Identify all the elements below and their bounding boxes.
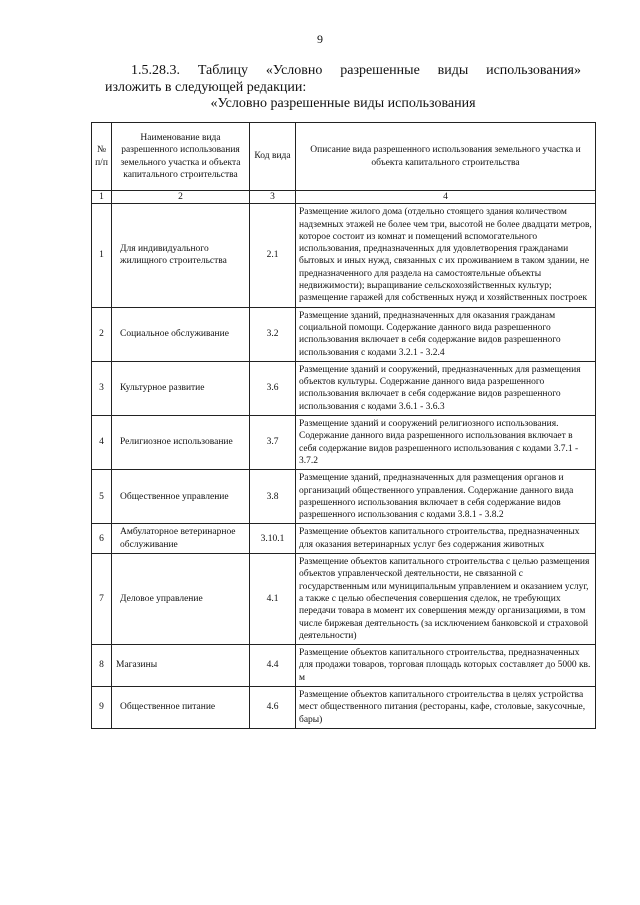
land-use-description: Размещение объектов капитального строительства, предназначенных для продажи товаров, торговая площадь которых составляет до 5000 кв. м (296, 645, 596, 687)
row-number: 8 (92, 645, 112, 687)
land-use-description: Размещение объектов капитального строительства в целях устройства мест общественного питания (рестораны, кафе, столовые, закусочные, бары) (296, 686, 596, 728)
land-use-description: Размещение объектов капитального строительства, предназначенных для оказания ветеринарных услуг без содержания животных (296, 524, 596, 554)
row-number: 7 (92, 554, 112, 645)
land-use-code: 4.6 (250, 686, 296, 728)
page-number: 9 (317, 32, 323, 46)
land-use-name: Деловое управление (112, 554, 250, 645)
land-use-code: 4.4 (250, 645, 296, 687)
intro-paragraph (105, 62, 581, 96)
table-row (92, 645, 596, 687)
land-use-description: Размещение жилого дома (отдельно стоящего здания количеством надземных этажей не более чем три, высотой не более двадцати метров, которое состоит из комнат и помещений вспомогательного использования, предназначенных для удовлетворения гражданами бытовых и иных нужд, связанных с их проживанием в таком здании, не предназначенного для раздела на самостоятельные объекты недвижимости); выращивание сельскохозяйственных культур; размещение гаражей для собственных нужд и хозяйственных построек (296, 204, 596, 307)
table-row (92, 204, 596, 307)
column-number: 1 (92, 191, 112, 204)
row-number: 5 (92, 470, 112, 524)
row-number: 4 (92, 416, 112, 470)
table-title: «Условно разрешенные виды использования (210, 96, 476, 111)
column-number: 4 (296, 191, 596, 204)
land-use-name: Социальное обслуживание (112, 307, 250, 361)
table-row (92, 686, 596, 728)
land-use-table (91, 122, 596, 729)
land-use-code: 3.7 (250, 416, 296, 470)
land-use-code: 3.8 (250, 470, 296, 524)
row-number: 6 (92, 524, 112, 554)
header-name: Наименование вида разрешенного использования земельного участка и объекта капитального строительства (112, 123, 250, 191)
row-number: 3 (92, 361, 112, 415)
land-use-code: 2.1 (250, 204, 296, 307)
land-use-description: Размещение зданий, предназначенных для размещения органов и организаций общественного управления. Содержание данного вида разрешенного использования включает в себя содержание видов разрешенного использования с кодами 3.8.1 - 3.8.2 (296, 470, 596, 524)
header-code: Код вида (250, 123, 296, 191)
land-use-name: Религиозное использование (112, 416, 250, 470)
intro-line-1: 1.5.28.3. Таблицу «Условно разрешенные виды использования» (131, 63, 581, 78)
table-row (92, 361, 596, 415)
land-use-description: Размещение зданий и сооружений, предназначенных для размещения объектов культуры. Содержание данного вида разрешенного использования включает в себя содержание видов разрешенного использования с кодами 3.6.1 - 3.6.3 (296, 361, 596, 415)
header-row (92, 123, 596, 191)
land-use-description: Размещение зданий и сооружений религиозного использования. Содержание данного вида разрешенного использования включает в себя содержание видов разрешенного использования с кодами 3.7.1 - 3.7.2 (296, 416, 596, 470)
land-use-code: 3.6 (250, 361, 296, 415)
land-use-name: Культурное развитие (112, 361, 250, 415)
row-number: 2 (92, 307, 112, 361)
table-row (92, 307, 596, 361)
table-row (92, 554, 596, 645)
land-use-code: 3.2 (250, 307, 296, 361)
land-use-name: Общественное питание (112, 686, 250, 728)
column-number: 2 (112, 191, 250, 204)
row-number: 1 (92, 204, 112, 307)
table-row (92, 524, 596, 554)
table-row (92, 416, 596, 470)
column-number: 3 (250, 191, 296, 204)
land-use-code: 3.10.1 (250, 524, 296, 554)
land-use-name: Амбулаторное ветеринарное обслуживание (112, 524, 250, 554)
land-use-name: Для индивидуального жилищного строительства (112, 204, 250, 307)
column-number-row (92, 191, 596, 204)
land-use-description: Размещение объектов капитального строительства с целью размещения объектов управленческой деятельности, не связанной с государственным или муниципальным управлением и оказанием услуг, а также с целью обеспечения совершения сделок, не требующих передачи товара в момент их совершения между организациями, в том числе биржевая деятельность (за исключением банковской и страховой деятельности) (296, 554, 596, 645)
intro-line-2: изложить в следующей редакции: (105, 80, 307, 95)
row-number: 9 (92, 686, 112, 728)
land-use-code: 4.1 (250, 554, 296, 645)
header-num: № п/п (92, 123, 112, 191)
land-use-description: Размещение зданий, предназначенных для оказания гражданам социальной помощи. Содержание данного вида разрешенного использования включает в себя содержание видов разрешенного использования с кодами 3.2.1 - 3.2.4 (296, 307, 596, 361)
land-use-name: Магазины (112, 645, 250, 687)
table-body (92, 204, 596, 729)
header-description: Описание вида разрешенного использования земельного участка и объекта капитального строительства (296, 123, 596, 191)
land-use-name: Общественное управление (112, 470, 250, 524)
table-row (92, 470, 596, 524)
